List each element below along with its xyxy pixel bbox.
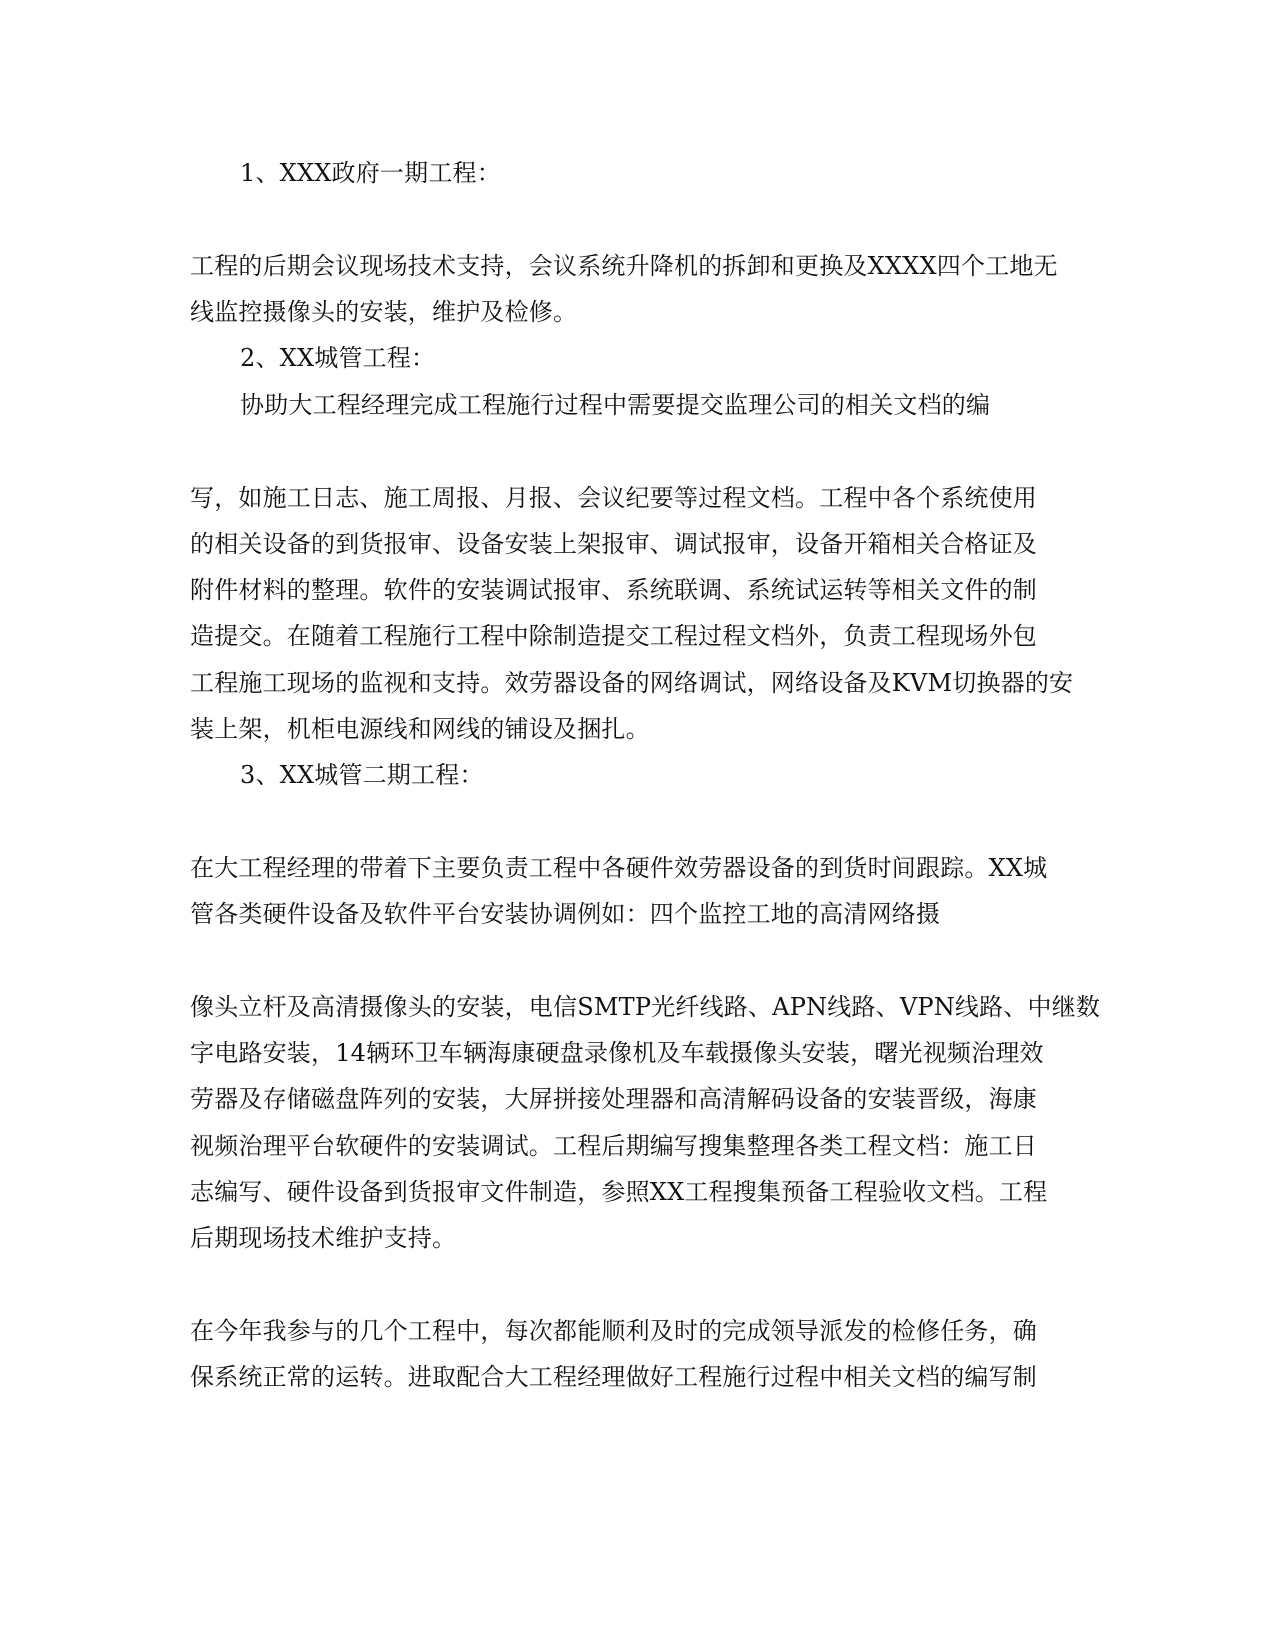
- paragraph-line: 工程施工现场的监视和支持。效劳器设备的网络调试，网络设备及KVM切换器的安: [190, 669, 1074, 697]
- paragraph-line: 线监控摄像头的安装，维护及检修。: [190, 298, 578, 326]
- paragraph-line: 志编写、硬件设备到货报审文件制造，参照XX工程搜集预备工程验收文档。工程: [190, 1178, 1048, 1206]
- paragraph-line: 劳器及存储磁盘阵列的安装，大屏拼接处理器和高清解码设备的安装晋级，海康: [190, 1085, 1037, 1113]
- paragraph-line: 在大工程经理的带着下主要负责工程中各硬件效劳器设备的到货时间跟踪。XX城: [190, 854, 1048, 882]
- paragraph-line: 保系统正常的运转。进取配合大工程经理做好工程施行过程中相关文档的编写制: [190, 1363, 1037, 1391]
- paragraph-line: 管各类硬件设备及软件平台安装协调例如：四个监控工地的高清网络摄: [190, 900, 941, 928]
- paragraph-line: 造提交。在随着工程施行工程中除制造提交工程过程文档外，负责工程现场外包: [190, 622, 1037, 650]
- paragraph-line: 附件材料的整理。软件的安装调试报审、系统联调、系统试运转等相关文件的制: [190, 576, 1037, 604]
- paragraph-line: 的相关设备的到货报审、设备安装上架报审、调试报审，设备开箱相关合格证及: [190, 530, 1037, 558]
- heading-project-3: 3、XX城管二期工程：: [240, 761, 484, 789]
- paragraph-line: 装上架，机柜电源线和网线的铺设及捆扎。: [190, 715, 650, 743]
- paragraph-line: 字电路安装，14辆环卫车辆海康硬盘录像机及车载摄像头安装，曙光视频治理效: [190, 1039, 1044, 1067]
- paragraph-line: 协助大工程经理完成工程施行过程中需要提交监理公司的相关文档的编: [240, 391, 991, 419]
- paragraph-line: 工程的后期会议现场技术支持，会议系统升降机的拆卸和更换及XXXX四个工地无: [190, 252, 1058, 280]
- paragraph-line: 在今年我参与的几个工程中，每次都能顺利及时的完成领导派发的检修任务，确: [190, 1317, 1037, 1345]
- paragraph-line: 写，如施工日志、施工周报、月报、会议纪要等过程文档。工程中各个系统使用: [190, 484, 1037, 512]
- paragraph-line: 后期现场技术维护支持。: [190, 1224, 457, 1252]
- paragraph-line: 像头立杆及高清摄像头的安装，电信SMTP光纤线路、APN线路、VPN线路、中继数: [190, 993, 1101, 1021]
- paragraph-line: 视频治理平台软硬件的安装调试。工程后期编写搜集整理各类工程文档：施工日: [190, 1132, 1037, 1160]
- heading-project-1: 1、XXX政府一期工程：: [240, 159, 501, 187]
- heading-project-2: 2、XX城管工程：: [240, 344, 436, 372]
